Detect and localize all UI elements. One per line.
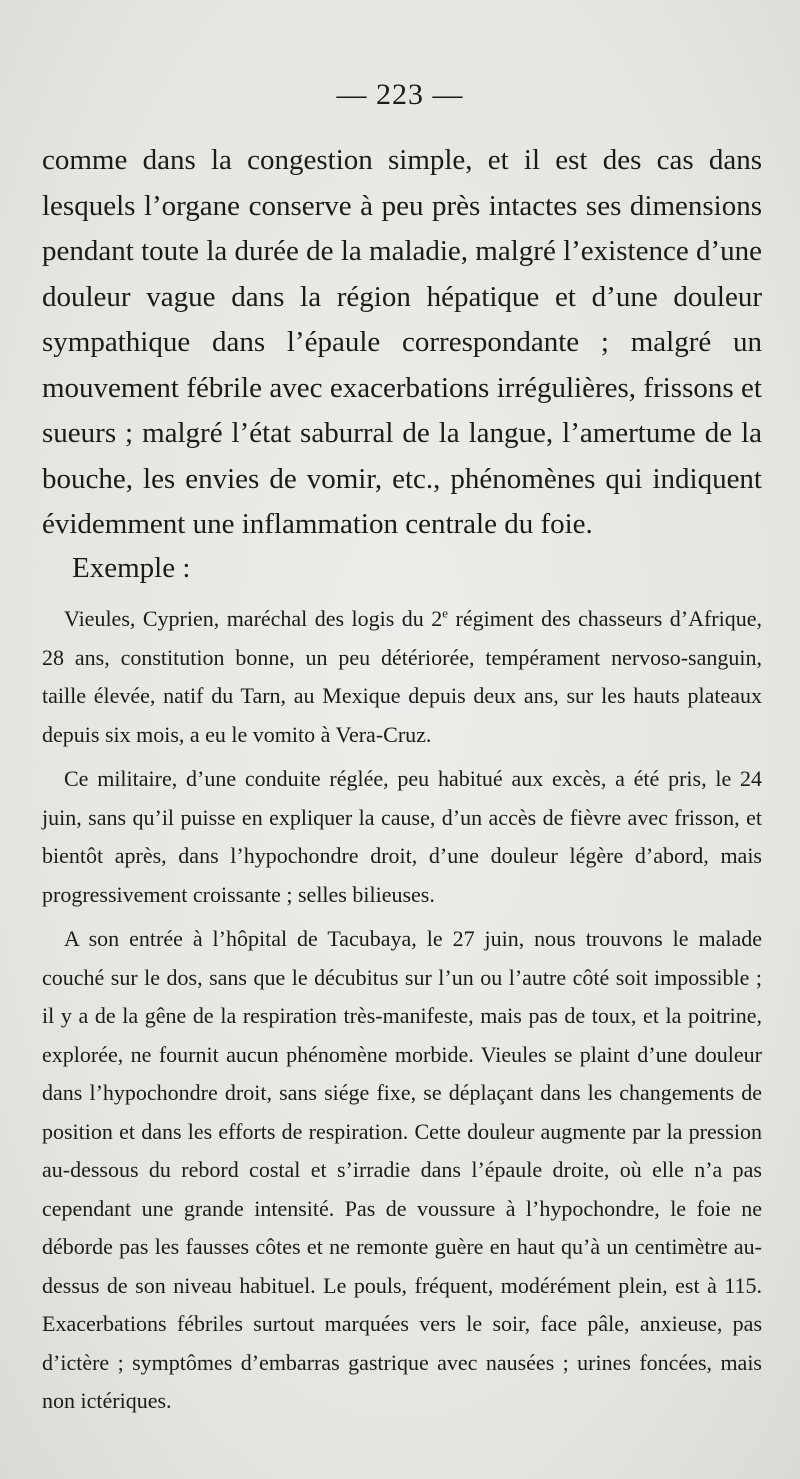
- case-paragraph-patient: [42, 600, 762, 754]
- intro-section: [42, 138, 762, 548]
- case-paragraph-admission: A son entrée à l’hôpital de Tacubaya, le 27 juin, nous trouvons le malade couché sur le dos, sans que le décubitus sur l’un ou l’autre côté soit impossible ; il y a de la gêne de la respiration très-manifeste, mais pas de toux, et la poitrine, explorée, ne fournit aucun phénomène morbide. Vieules se plaint d’une douleur dans l’hypochondre droit, sans siége fixe, se déplaçant dans les changements de position et dans les efforts de respiration. Cette douleur augmente par la pression au-dessous du rebord costal et s’irradie dans l’épaule droite, où elle n’a pas cependant une grande intensité. Pas de voussure à l’hypochondre, le foie ne déborde pas les fausses côtes et ne remonte guère en haut qu’à un centimètre au-dessus de son niveau habituel. Le pouls, fréquent, modérément plein, est à 115. Exacerbations fébriles surtout marquées vers le soir, face pâle, anxieuse, pas d’ictère ; symptômes d’embarras gastrique avec nausées ; urines foncées, mais non ictériques.: [42, 926, 762, 1413]
- case-report: [42, 600, 762, 1427]
- case-paragraph-onset: Ce militaire, d’une conduite réglée, peu habitué aux excès, a été pris, le 24 juin, sans qu’il puisse en expliquer la cause, d’un accès de fièvre avec frisson, et bientôt après, dans l’hypochondre droit, d’une douleur légère d’abord, mais progressivement croissante ; selles bilieuses.: [42, 766, 762, 907]
- intro-paragraph: comme dans la congestion simple, et il est des cas dans lesquels l’organe conserve à peu près intactes ses dimensions pendant toute la durée de la maladie, malgré l’existence d’une douleur vague dans la région hépatique et d’une douleur sympathique dans l’épaule correspondante ; malgré un mouvement fébrile avec exacerbations irrégulières, frissons et sueurs ; malgré l’état saburral de la langue, l’amertume de la bouche, les envies de vomir, etc., phénomènes qui indiquent évidemment une inflammation centrale du foie.: [42, 144, 762, 540]
- page-number: — 223 —: [336, 78, 464, 111]
- case-p1-after: régiment des chasseurs d’Afrique, 28 ans, constitution bonne, un peu détériorée, tempérament nervoso-sanguin, taille élevée, natif du Tarn, au Mexique depuis deux ans, sur les hauts plateaux depuis six mois, a eu le vomito à Vera-Cruz.: [42, 606, 762, 747]
- case-p1-before: Vieules, Cyprien, maréchal des logis du 2: [64, 606, 443, 631]
- example-heading: Exemple :: [72, 552, 191, 584]
- ordinal-suffix: e: [442, 605, 449, 621]
